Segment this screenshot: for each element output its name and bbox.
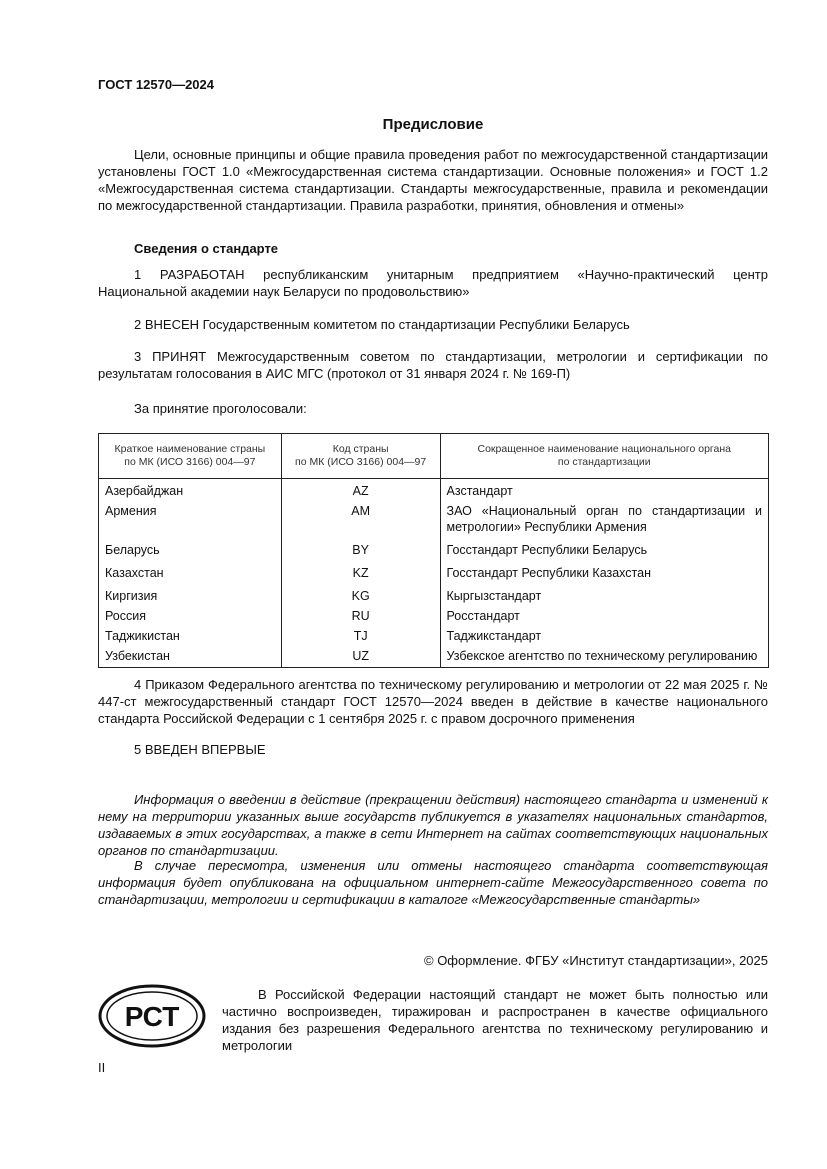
- info-item-4: 4 Приказом Федерального агентства по техническому регулированию и метрологии от 22 мая 2025 г. № 447-ст межгосударственный стандарт ГОСТ 12570—2024 введен в действие в качестве национального стандарта Российской Федерации с 1 сентября 2025 г. с правом досрочного применения: [98, 677, 768, 726]
- voted-label: За принятие проголосовали:: [134, 401, 307, 416]
- table-row: Россия RU Росстандарт: [99, 606, 769, 626]
- table-row: Таджикистан TJ Таджикстандарт: [99, 626, 769, 646]
- info-heading: Сведения о стандарте: [134, 241, 279, 256]
- column-header-code: Код страны по МК (ИСО 3166) 004—97: [281, 434, 440, 479]
- table-row: Беларусь BY Госстандарт Республики Беларусь: [99, 537, 769, 560]
- info-item-5: 5 ВВЕДЕН ВПЕРВЫЕ: [134, 742, 266, 757]
- table-row: Армения AM ЗАО «Национальный орган по стандартизации и метрологии» Республики Армения: [99, 501, 769, 537]
- rst-logo: [98, 984, 206, 1048]
- copyright-line: © Оформление. ФГБУ «Институт стандартизации», 2025: [424, 953, 768, 968]
- voting-table: [98, 433, 769, 668]
- preface-intro: Цели, основные принципы и общие правила проведения работ по межгосударственной стандартизации установлены ГОСТ 1.0 «Межгосударственная система стандартизации. Основные положения» и ГОСТ 1.2 «Межгосударственная система стандартизации. Стандарты межгосударственные, правила и рекомендации по межгосударственной стандартизации. Правила разработки, принятия, обновления и отмены»: [98, 147, 768, 213]
- notice-paragraph-1: Информация о введении в действие (прекращении действия) настоящего стандарта и изменений к нему на территории указанных выше государств публикуется в указателях национальных стандартов, издаваемых в этих государствах, а также в сети Интернет на сайтах соответствующих национальных органов по стандартизации.: [98, 792, 768, 858]
- table-header-row: [99, 434, 769, 479]
- table-row: Узбекистан UZ Узбекское агентство по техническому регулированию: [99, 646, 769, 668]
- page-number: II: [98, 1060, 106, 1075]
- document-id: ГОСТ 12570—2024: [98, 77, 214, 92]
- page-title: Предисловие: [382, 116, 484, 133]
- info-item-3: 3 ПРИНЯТ Межгосударственным советом по стандартизации, метрологии и сертификации по результатам голосования в АИС МГС (протокол от 31 января 2024 г. № 169-П): [98, 349, 768, 381]
- logo-text: РСТ: [124, 1001, 180, 1032]
- column-header-body: Сокращенное наименование национального органа по стандартизации: [440, 434, 768, 479]
- notice-paragraph-2: В случае пересмотра, изменения или отмены настоящего стандарта соответствующая информация будет опубликована на официальном интернет-сайте Межгосударственного совета по стандартизации, метрологии и сертификации в каталоге «Межгосударственные стандарты»: [98, 858, 768, 907]
- table-row: Киргизия KG Кыргызстандарт: [99, 583, 769, 606]
- info-item-2: 2 ВНЕСЕН Государственным комитетом по стандартизации Республики Беларусь: [134, 317, 630, 332]
- info-item-1: 1 РАЗРАБОТАН республиканским унитарным предприятием «Научно-практический центр Национальной академии наук Беларуси по продовольствию»: [98, 267, 768, 299]
- table-row: Казахстан KZ Госстандарт Республики Казахстан: [99, 560, 769, 583]
- table-row: Азербайджан AZ Азстандарт: [99, 479, 769, 502]
- rights-note: В Российской Федерации настоящий стандарт не может быть полностью или частично воспроизведен, тиражирован и распространен в качестве официального издания без разрешения Федерального агентства по техническому регулированию и метрологии: [222, 987, 768, 1053]
- column-header-country: Краткое наименование страны по МК (ИСО 3166) 004—97: [99, 434, 282, 479]
